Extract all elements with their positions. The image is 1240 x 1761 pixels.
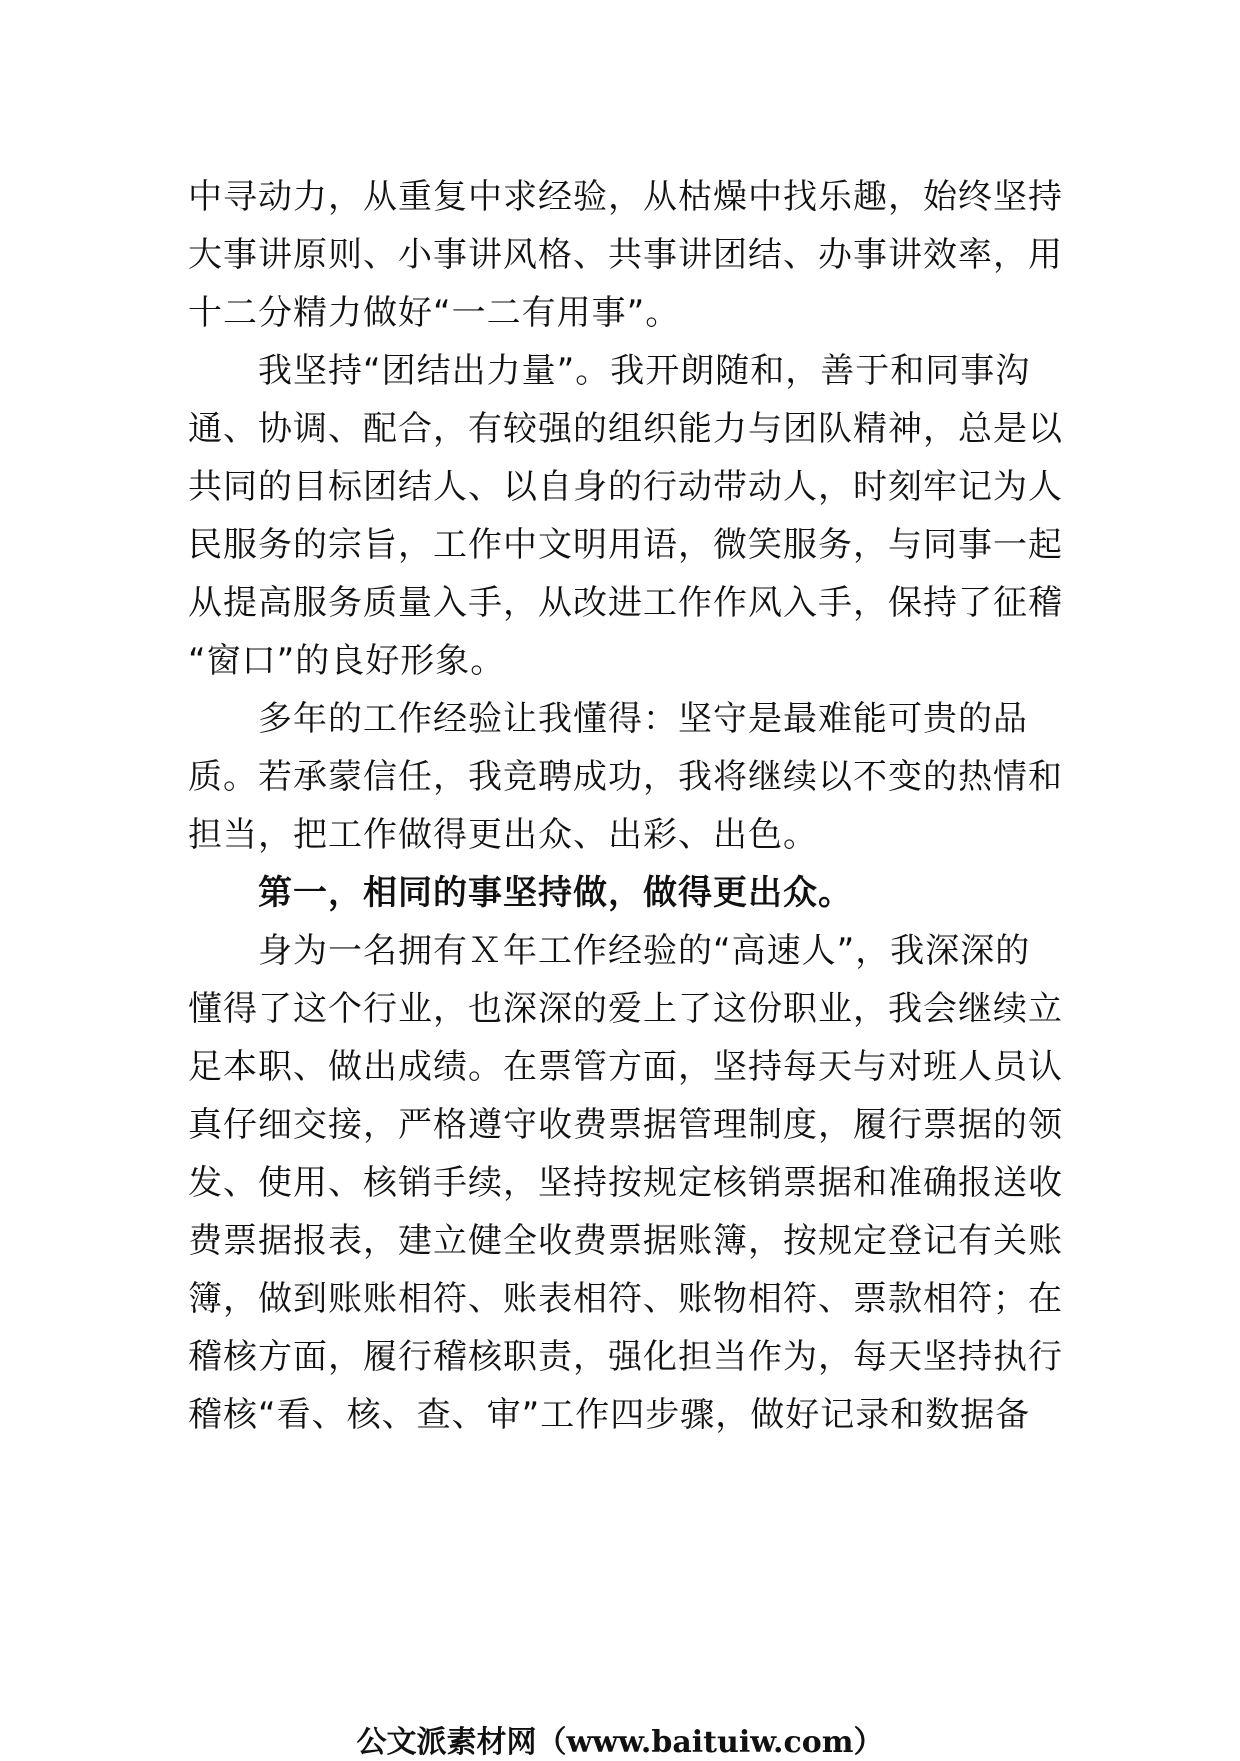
- body-line: 共同的目标团结人、以自身的行动带动人，时刻牢记为人: [188, 467, 1063, 507]
- body-line: 发、使用、核销手续，坚持按规定核销票据和准确报送收: [188, 1163, 1063, 1203]
- section-heading: 第一，相同的事坚持做，做得更出众。: [188, 873, 853, 913]
- body-line: 担当，把工作做得更出众、出彩、出色。: [188, 815, 818, 855]
- body-line: “窗口”的良好形象。: [188, 641, 506, 681]
- body-line: 足本职、做出成绩。在票管方面，坚持每天与对班人员认: [188, 1047, 1063, 1087]
- body-line: 大事讲原则、小事讲风格、共事讲团结、办事讲效率，用: [188, 235, 1063, 275]
- body-line: 十二分精力做好“一二有用事”。: [188, 293, 681, 333]
- body-line: 懂得了这个行业，也深深的爱上了这份职业，我会继续立: [188, 989, 1063, 1029]
- body-line: 多年的工作经验让我懂得：坚守是最难能可贵的品: [188, 699, 1028, 739]
- body-line: 中寻动力，从重复中求经验，从枯燥中找乐趣，始终坚持: [188, 177, 1063, 217]
- body-line: 稽核“看、核、查、审”工作四步骤，做好记录和数据备: [188, 1395, 1031, 1435]
- body-line: 质。若承蒙信任，我竞聘成功，我将继续以不变的热情和: [188, 757, 1063, 797]
- body-line: 我坚持“团结出力量”。我开朗随和，善于和同事沟: [188, 351, 1031, 391]
- body-line: 身为一名拥有Ｘ年工作经验的“高速人”，我深深的: [188, 931, 1031, 971]
- body-line: 民服务的宗旨，工作中文明用语，微笑服务，与同事一起: [188, 525, 1063, 565]
- body-line: 稽核方面，履行稽核职责，强化担当作为，每天坚持执行: [188, 1337, 1063, 1377]
- body-line: 通、协调、配合，有较强的组织能力与团队精神，总是以: [188, 409, 1063, 449]
- body-line: 从提高服务质量入手，从改进工作作风入手，保持了征稽: [188, 583, 1063, 623]
- footer-watermark-text: 公文派素材网（www.baituiw.com）: [356, 1725, 884, 1760]
- body-line: 费票据报表，建立健全收费票据账簿，按规定登记有关账: [188, 1221, 1063, 1261]
- body-line: 簿，做到账账相符、账表相符、账物相符、票款相符；在: [188, 1279, 1063, 1319]
- body-line: 真仔细交接，严格遵守收费票据管理制度，履行票据的领: [188, 1105, 1063, 1145]
